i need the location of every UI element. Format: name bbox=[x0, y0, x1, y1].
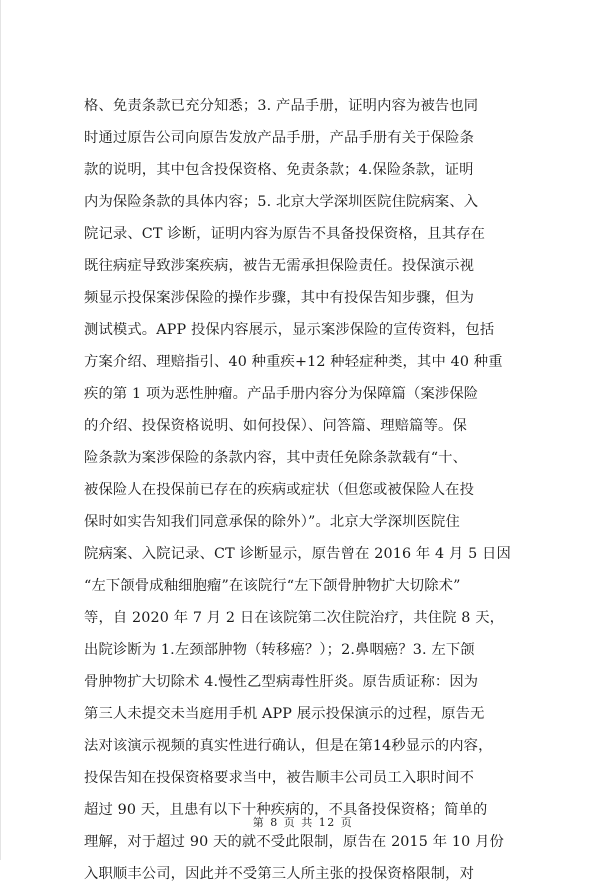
text-line: 既往病症导致涉案疾病，被告无需承担保险责任。投保演示视 bbox=[84, 258, 475, 274]
text-line: 等，自 2020 年 7 月 2 日在该院第二次住院治疗，共住院 8 天， bbox=[84, 610, 505, 626]
text-line: 时通过原告公司向原告发放产品手册，产品手册有关于保险条 bbox=[84, 130, 475, 146]
text-line: 格、免责条款已充分知悉；3. 产品手册，证明内容为被告也同 bbox=[84, 98, 479, 114]
text-line: 院记录、CT 诊断，证明内容为原告不具备投保资格，且其存在 bbox=[84, 226, 486, 242]
document-body bbox=[84, 90, 516, 890]
text-line: 投保告知在投保资格要求当中，被告顺丰公司员工入职时间不 bbox=[84, 770, 475, 786]
text-line: 理解，对于超过 90 天的就不受此限制，原告在 2015 年 10 月份 bbox=[84, 834, 504, 850]
text-line: 频显示投保案涉保险的操作步骤，其中有投保告知步骤，但为 bbox=[84, 290, 475, 306]
text-line: 被保险人在投保前已存在的疾病或症状（但您或被保险人在投 bbox=[84, 482, 475, 498]
text-line: 入职顺丰公司，因此并不受第三人所主张的投保资格限制，对 bbox=[84, 866, 475, 882]
text-line: 疾的第 1 项为恶性肿瘤。产品手册内容分为保障篇（案涉保险 bbox=[84, 386, 479, 402]
text-line: 超过 90 天，且患有以下十种疾病的，不具备投保资格；简单的 bbox=[84, 802, 488, 818]
text-line: 法对该演示视频的真实性进行确认，但是在第14秒显示的内容， bbox=[84, 738, 493, 754]
text-line: 内为保险条款的具体内容；5. 北京大学深圳医院住院病案、入 bbox=[84, 194, 479, 210]
text-line: 第三人未提交未当庭用手机 APP 展示投保演示的过程，原告无 bbox=[84, 706, 485, 722]
text-line: “左下颌骨成釉细胞瘤”在该院行“左下颌骨肿物扩大切除术” bbox=[84, 578, 461, 594]
text-line: 保时如实告知我们同意承保的除外）”。北京大学深圳医院住 bbox=[84, 514, 460, 530]
text-line: 款的说明，其中包含投保资格、免责条款；4.保险条款，证明 bbox=[84, 162, 474, 178]
text-line: 的介绍、投保资格说明、如何投保）、问答篇、理赔篇等。保 bbox=[84, 418, 467, 434]
text-line: 测试模式。APP 投保内容展示，显示案涉保险的宣传资料，包括 bbox=[84, 322, 495, 338]
text-line: 院病案、入院记录、CT 诊断显示，原告曾在 2016 年 4 月 5 日因 bbox=[84, 546, 511, 562]
text-line: 险条款为案涉保险的条款内容，其中责任免除条款载有“十、 bbox=[84, 450, 468, 466]
page-number: 第 8 页 共 12 页 bbox=[252, 816, 354, 829]
text-line: 骨肿物扩大切除术 4.慢性乙型病毒性肝炎。原告质证称：因为 bbox=[84, 674, 479, 690]
text-line: 方案介绍、理赔指引、40 种重疾+12 种轻症种类，其中 40 种重 bbox=[84, 354, 503, 370]
text-line: 出院诊断为 1.左颈部肿物（转移癌？）；2.鼻咽癌？3. 左下颌 bbox=[84, 642, 475, 658]
